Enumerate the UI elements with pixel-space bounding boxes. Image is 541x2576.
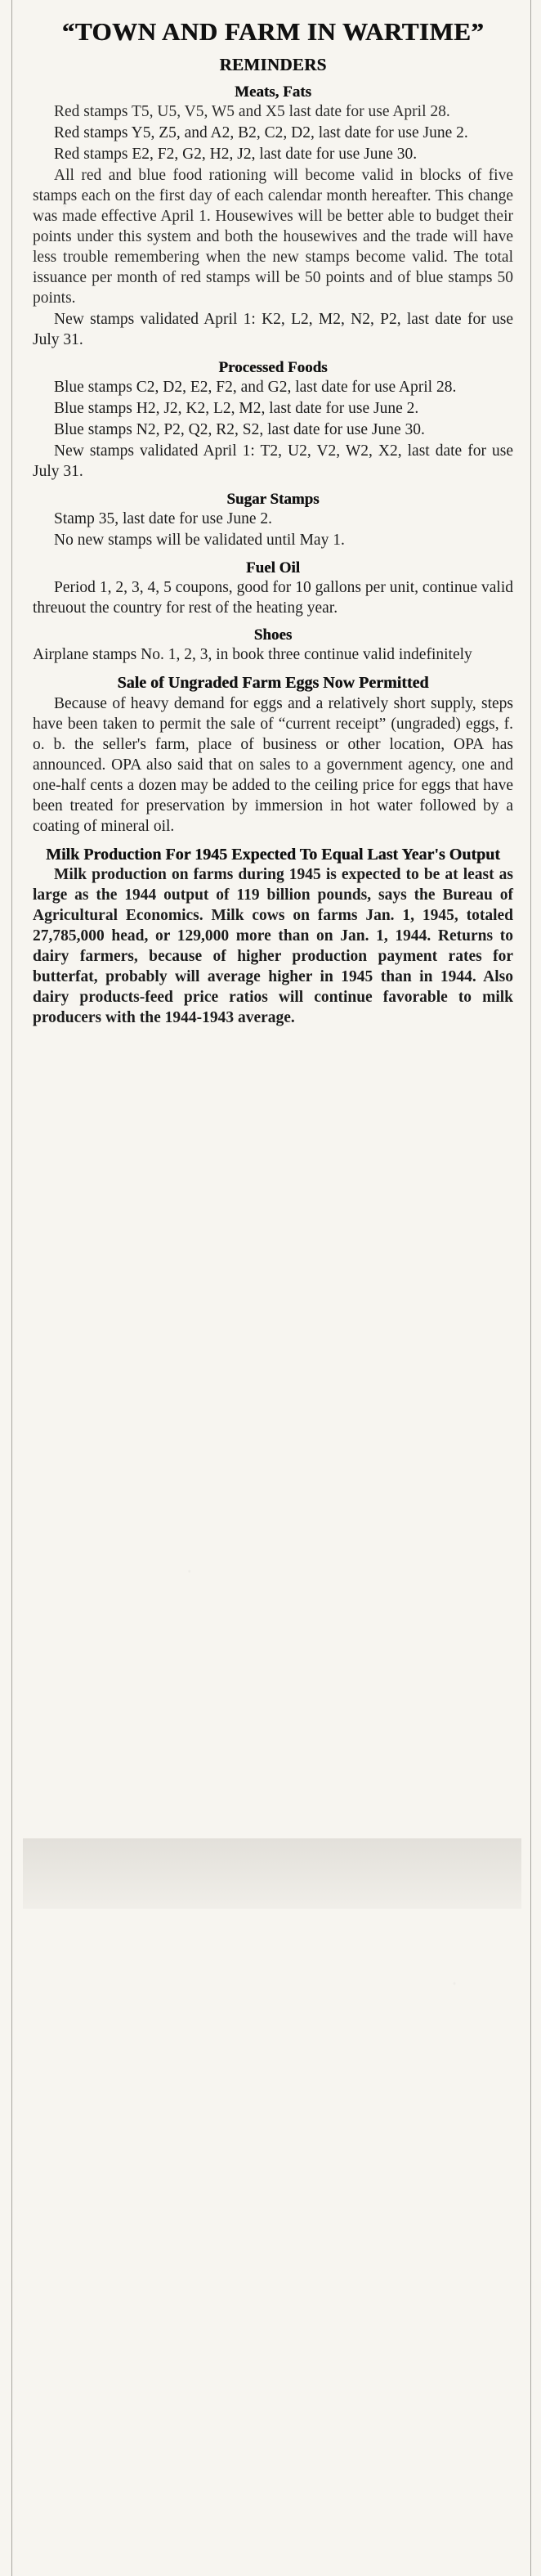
paragraph: Milk production on farms during 1945 is expected to be at least as large as the 1944 output of 119 billion pounds, says the Bureau of Agricultural Economics. Milk cows on farms Jan. 1, 1945, totaled 27,785,000 head, or 129,000 more than on Jan. 1, 1944. Returns to dairy farmers, because of higher production payment rates for butterfat, probably will average higher in 1945 than in 1944. Also dairy products-feed price ratios will continue favorable to milk producers with the 1944-1943 average. xyxy=(33,865,513,1026)
subsection-heading-sugar-stamps: Sugar Stamps xyxy=(226,490,320,508)
paragraph: Period 1, 2, 3, 4, 5 coupons, good for 10 gallons per unit, continue valid threuout the country for rest of the heating year. xyxy=(33,578,513,617)
section-eggs xyxy=(33,674,513,837)
paragraph: Red stamps T5, U5, V5, W5 and X5 last date for use April 28. xyxy=(54,103,450,121)
subsection-meats-fats xyxy=(33,83,513,350)
section-milk xyxy=(33,846,513,1029)
paragraph: Red stamps Y5, Z5, and A2, B2, C2, D2, last date for use June 2. xyxy=(54,124,468,142)
subsection-heading-processed-foods: Processed Foods xyxy=(218,358,328,376)
paragraph: Blue stamps N2, P2, Q2, R2, S2, last date for use June 30. xyxy=(54,420,425,438)
paragraph: Airplane stamps No. 1, 2, 3, in book three continue valid indefinitely xyxy=(33,646,472,664)
article-column xyxy=(33,18,513,1029)
subsection-heading-shoes: Shoes xyxy=(253,626,293,644)
subsection-fuel-oil xyxy=(33,559,513,619)
subsection-processed-foods xyxy=(33,359,513,482)
paragraph: No new stamps will be validated until May 1. xyxy=(54,531,345,549)
paragraph: Blue stamps C2, D2, E2, F2, and G2, last date for use April 28. xyxy=(54,378,457,396)
subsection-heading-meats-fats: Meats, Fats xyxy=(235,83,311,101)
paragraph: New stamps validated April 1: K2, L2, M2, N2, P2, last date for use July 31. xyxy=(33,311,513,348)
page-title: “TOWN AND FARM IN WARTIME” xyxy=(61,17,485,46)
section-heading-eggs: Sale of Ungraded Farm Eggs Now Permitted xyxy=(117,674,429,693)
paragraph: All red and blue food rationing will become valid in blocks of five stamps each on the first day of each calendar month hereafter. This change was made effective April 1. Housewives will be better able to budget their points under this system and both the housewives and the trade will have less trouble remembering when the new stamps become valid. The total issuance per month of red stamps will be 50 points and of blue stamps 50 points. xyxy=(33,167,513,307)
paragraph: New stamps validated April 1: T2, U2, V2, W2, X2, last date for use July 31. xyxy=(33,442,513,480)
paragraph: Because of heavy demand for eggs and a relatively short supply, steps have been taken to permit the sale of “current receipt” (ungraded) eggs, f. o. b. the seller's farm, place of business or other location, OPA has announced. OPA also said that on sales to a government agency, one and one-half cents a dozen may be added to the ceiling price for eggs that have been treated for preservation by immersion in hot water followed by a coating of mineral oil. xyxy=(33,694,513,835)
section-heading-reminders: REMINDERS xyxy=(219,55,327,75)
subsection-shoes xyxy=(33,626,513,666)
paragraph: Red stamps E2, F2, G2, H2, J2, last date for use June 30. xyxy=(54,146,418,164)
paper-smudge xyxy=(23,1838,521,1909)
subsection-sugar-stamps xyxy=(33,491,513,551)
paragraph: Blue stamps H2, J2, K2, L2, M2, last date for use June 2. xyxy=(54,399,419,417)
paragraph: Stamp 35, last date for use June 2. xyxy=(54,509,272,527)
section-heading-milk: Milk Production For 1945 Expected To Equal Last Year's Output xyxy=(46,845,500,864)
subsection-heading-fuel-oil: Fuel Oil xyxy=(246,559,300,577)
